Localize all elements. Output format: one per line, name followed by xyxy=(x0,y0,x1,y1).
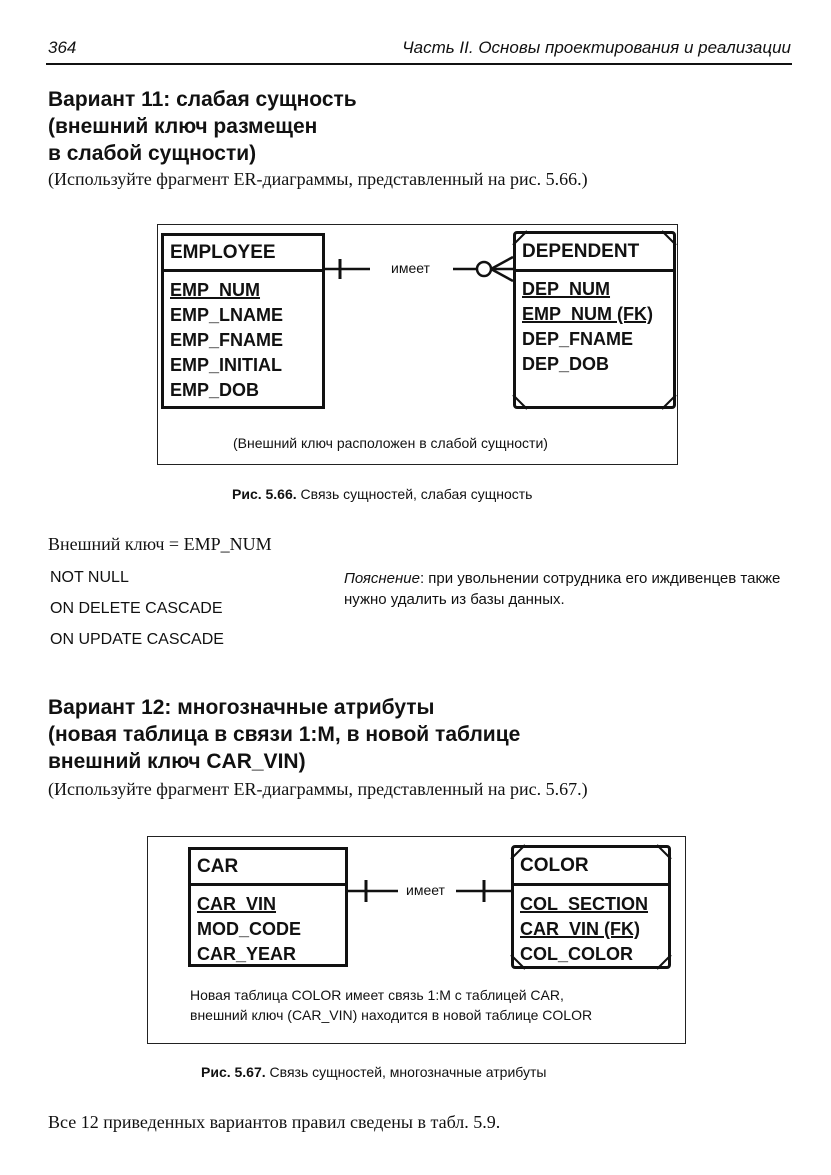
figure-5-67-caption xyxy=(201,1064,546,1080)
entity-dependent xyxy=(513,231,676,409)
heading-line: внешний ключ CAR_VIN) xyxy=(48,750,306,773)
heading-line: Вариант 12: многозначные атрибуты xyxy=(48,696,435,719)
variant11-intro: (Используйте фрагмент ER-диаграммы, представленный на рис. 5.66.) xyxy=(48,169,588,189)
attribute: EMP_DOB xyxy=(170,380,260,400)
entity-attributes xyxy=(197,892,341,967)
caption-label: Рис. 5.67. xyxy=(201,1064,266,1080)
entity-attributes xyxy=(170,278,318,403)
attribute: MOD_CODE xyxy=(197,919,302,939)
caption-label: Рис. 5.66. xyxy=(232,486,297,502)
entity-color xyxy=(511,845,671,969)
header-rule xyxy=(46,63,792,65)
figure-note-line: Новая таблица COLOR имеет связь 1:M с таблицей CAR, xyxy=(190,987,564,1003)
explanation xyxy=(344,568,784,610)
constraint-on-update: ON UPDATE CASCADE xyxy=(50,631,224,648)
attribute-pk: DEP_NUM xyxy=(522,279,611,299)
constraint-on-delete: ON DELETE CASCADE xyxy=(50,600,223,617)
caption-text: Связь сущностей, слабая сущность xyxy=(300,486,533,502)
heading-line: (новая таблица в связи 1:M, в новой таблице xyxy=(48,723,521,746)
explanation-label: Пояснение xyxy=(344,570,420,587)
entity-employee xyxy=(161,233,325,409)
entity-car xyxy=(188,847,348,967)
heading-line: (внешний ключ размещен xyxy=(48,115,318,138)
foreign-key-line: Внешний ключ = EMP_NUM xyxy=(48,534,272,554)
page-number: 364 xyxy=(48,38,77,57)
attribute-pk-fk: CAR_VIN (FK) xyxy=(520,919,640,939)
variant12-intro: (Используйте фрагмент ER-диаграммы, представленный на рис. 5.67.) xyxy=(48,779,588,799)
footer-summary: Все 12 приведенных вариантов правил сведены в табл. 5.9. xyxy=(48,1112,501,1132)
attribute-pk: EMP_NUM xyxy=(170,280,261,300)
heading-line: в слабой сущности) xyxy=(48,142,257,165)
attribute-pk: CAR_VIN xyxy=(197,894,277,914)
figure-5-66-caption xyxy=(232,486,532,502)
figure-note xyxy=(190,985,592,1025)
attribute: COL_COLOR xyxy=(520,944,634,964)
attribute-pk-fk: EMP_NUM (FK) xyxy=(522,304,653,324)
attribute: DEP_DOB xyxy=(522,354,610,374)
caption-text: Связь сущностей, многозначные атрибуты xyxy=(269,1064,547,1080)
figure-note-line: внешний ключ (CAR_VIN) находится в новой таблице COLOR xyxy=(190,1007,593,1023)
running-title: Часть II. Основы проектирования и реализации xyxy=(402,38,791,57)
figure-5-67 xyxy=(147,836,686,1044)
weak-entity-corner-marks xyxy=(513,231,676,409)
entity-title: COLOR xyxy=(514,848,668,886)
attribute: EMP_FNAME xyxy=(170,330,284,350)
figure-note: (Внешний ключ расположен в слабой сущности) xyxy=(233,435,548,451)
attribute: EMP_LNAME xyxy=(170,305,284,325)
variant12-heading xyxy=(48,694,520,775)
variant11-heading xyxy=(48,86,357,167)
weak-entity-corner-marks xyxy=(511,845,671,969)
entity-title: EMPLOYEE xyxy=(164,236,322,272)
attribute: DEP_FNAME xyxy=(522,329,634,349)
entity-title: CAR xyxy=(191,850,345,886)
relationship-label: имеет xyxy=(391,260,430,276)
attribute: EMP_INITIAL xyxy=(170,355,283,375)
constraint-not-null: NOT NULL xyxy=(50,569,129,586)
explanation-text: : при увольнении сотрудника его иждивенцев также нужно удалить из базы данных. xyxy=(344,570,781,608)
figure-5-66 xyxy=(157,224,678,465)
heading-line: Вариант 11: слабая сущность xyxy=(48,88,357,111)
attribute-pk: COL_SECTION xyxy=(520,894,649,914)
attribute: CAR_YEAR xyxy=(197,944,297,964)
relationship-label: имеет xyxy=(406,882,445,898)
entity-title: DEPENDENT xyxy=(516,234,673,272)
